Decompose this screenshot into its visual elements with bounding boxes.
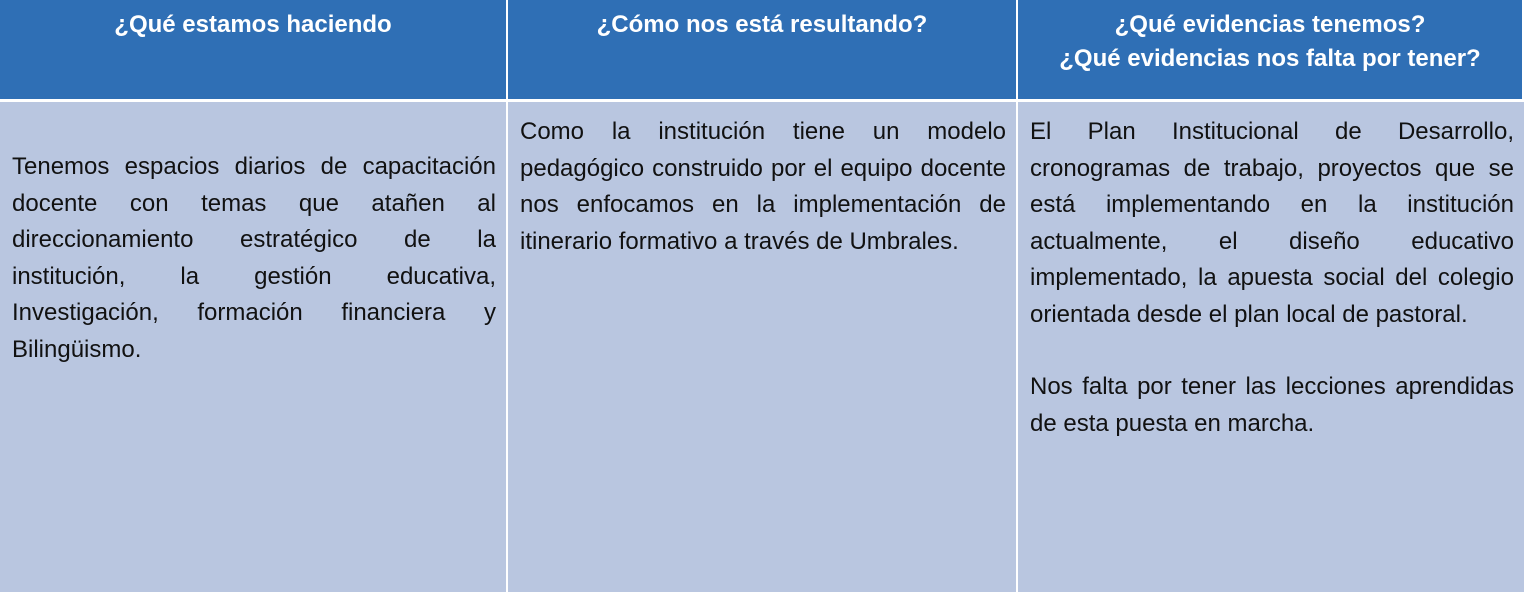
cell-que-estamos-haciendo — [0, 102, 508, 592]
cell-paragraph-evidencias: El Plan Institucional de Desarrollo, cronogramas de trabajo, proyectos que se está implementando en la institución actualmente, el diseño educativo implementado, la apuesta social del colegio orientada desde el plan local de pastoral. — [1030, 118, 1514, 328]
header-que-estamos-haciendo — [0, 0, 508, 102]
cell-paragraph-faltantes: Nos falta por tener las lecciones aprendidas de esta puesta en marcha. — [1030, 373, 1514, 437]
header-text-line-1: ¿Qué evidencias tenemos? — [1114, 11, 1426, 38]
cell-como-nos-esta-resultando — [508, 102, 1018, 592]
header-que-evidencias — [1018, 0, 1524, 102]
header-text: ¿Cómo nos está resultando? — [596, 11, 928, 38]
header-text-line-2: ¿Qué evidencias nos falta por tener? — [1059, 45, 1481, 72]
cell-que-evidencias — [1018, 102, 1524, 592]
header-como-nos-esta-resultando — [508, 0, 1018, 102]
header-text: ¿Qué estamos haciendo — [114, 11, 392, 38]
cell-paragraph: Como la institución tiene un modelo pedagógico construido por el equipo docente nos enfocamos en la implementación de itinerario formativo a través de Umbrales. — [520, 118, 1006, 255]
cell-paragraph: Tenemos espacios diarios de capacitación docente con temas que atañen al direccionamiento estratégico de la institución, la gestión educativa, Investigación, formación financiera y Bilingüismo. — [12, 153, 496, 363]
